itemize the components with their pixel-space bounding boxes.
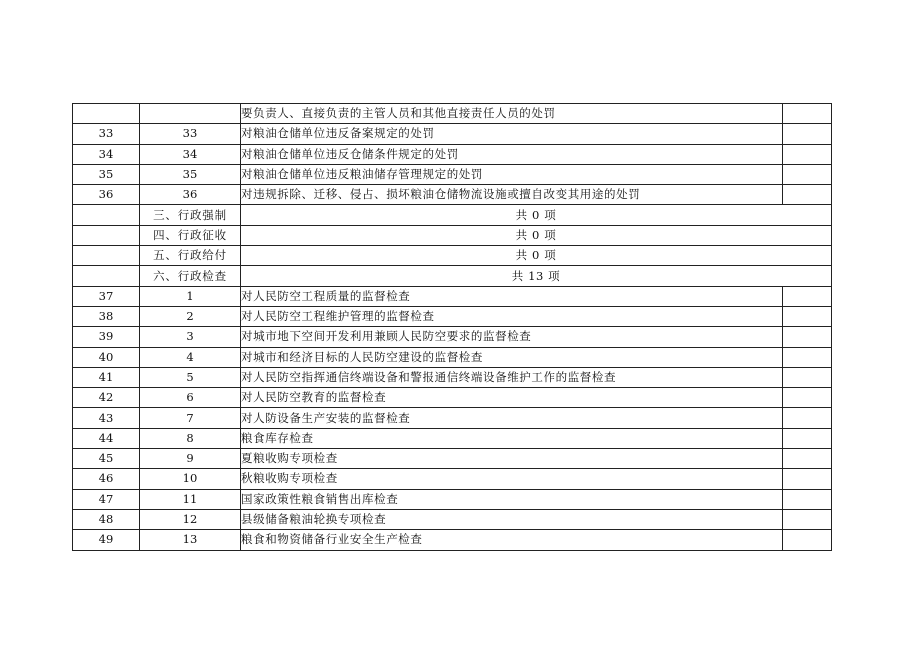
row-remark-cell [783, 347, 832, 367]
row-seq-cell: 36 [73, 185, 140, 205]
row-item-name-cell: 要负责人、直接负责的主管人员和其他直接责任人员的处罚 [241, 104, 783, 124]
row-seq-cell: 40 [73, 347, 140, 367]
table-row [73, 367, 832, 387]
table-row [73, 104, 832, 124]
table-row [73, 388, 832, 408]
category-label-cell: 三、行政强制 [140, 205, 241, 225]
row-item-name-cell: 对人民防空教育的监督检查 [241, 388, 783, 408]
row-sub-seq-cell: 34 [140, 144, 241, 164]
row-item-name-cell: 对违规拆除、迁移、侵占、损坏粮油仓储物流设施或擅自改变其用途的处罚 [241, 185, 783, 205]
row-item-name-cell: 县级储备粮油轮换专项检查 [241, 509, 783, 529]
category-label-cell: 五、行政给付 [140, 246, 241, 266]
row-remark-cell [783, 388, 832, 408]
category-row [73, 225, 832, 245]
row-item-name-cell: 对人民防空工程维护管理的监督检查 [241, 306, 783, 326]
row-seq-cell: 34 [73, 144, 140, 164]
row-item-name-cell: 夏粮收购专项检查 [241, 449, 783, 469]
row-item-name-cell: 国家政策性粮食销售出库检查 [241, 489, 783, 509]
row-seq-cell: 46 [73, 469, 140, 489]
row-sub-seq-cell: 9 [140, 449, 241, 469]
table-row [73, 408, 832, 428]
row-remark-cell [783, 144, 832, 164]
row-seq-cell [73, 266, 140, 286]
row-seq-cell: 42 [73, 388, 140, 408]
row-remark-cell [783, 286, 832, 306]
row-sub-seq-cell: 1 [140, 286, 241, 306]
row-seq-cell: 49 [73, 530, 140, 550]
row-remark-cell [783, 104, 832, 124]
row-remark-cell [783, 530, 832, 550]
row-seq-cell [73, 104, 140, 124]
row-seq-cell: 35 [73, 164, 140, 184]
row-remark-cell [783, 449, 832, 469]
category-total-cell: 共 0 项 [241, 205, 832, 225]
row-seq-cell: 33 [73, 124, 140, 144]
row-sub-seq-cell: 2 [140, 306, 241, 326]
row-remark-cell [783, 469, 832, 489]
table-row [73, 428, 832, 448]
row-sub-seq-cell: 11 [140, 489, 241, 509]
row-seq-cell [73, 246, 140, 266]
table-row [73, 530, 832, 550]
power-list-table [72, 103, 832, 551]
row-seq-cell: 41 [73, 367, 140, 387]
row-sub-seq-cell: 33 [140, 124, 241, 144]
row-sub-seq-cell: 8 [140, 428, 241, 448]
row-item-name-cell: 对人防设备生产安装的监督检查 [241, 408, 783, 428]
row-sub-seq-cell: 7 [140, 408, 241, 428]
row-item-name-cell: 对粮油仓储单位违反备案规定的处罚 [241, 124, 783, 144]
power-list-body [73, 104, 832, 551]
row-remark-cell [783, 428, 832, 448]
row-sub-seq-cell: 3 [140, 327, 241, 347]
row-remark-cell [783, 164, 832, 184]
row-seq-cell: 39 [73, 327, 140, 347]
row-remark-cell [783, 509, 832, 529]
row-remark-cell [783, 306, 832, 326]
row-item-name-cell: 对城市地下空间开发利用兼顾人民防空要求的监督检查 [241, 327, 783, 347]
row-sub-seq-cell: 35 [140, 164, 241, 184]
table-row [73, 347, 832, 367]
category-row [73, 205, 832, 225]
row-remark-cell [783, 489, 832, 509]
row-item-name-cell: 对粮油仓储单位违反仓储条件规定的处罚 [241, 144, 783, 164]
row-seq-cell: 43 [73, 408, 140, 428]
category-label-cell: 六、行政检查 [140, 266, 241, 286]
table-row [73, 124, 832, 144]
table-row [73, 489, 832, 509]
row-seq-cell [73, 225, 140, 245]
row-remark-cell [783, 124, 832, 144]
row-sub-seq-cell: 5 [140, 367, 241, 387]
row-item-name-cell: 对粮油仓储单位违反粮油储存管理规定的处罚 [241, 164, 783, 184]
row-seq-cell [73, 205, 140, 225]
row-seq-cell: 48 [73, 509, 140, 529]
row-sub-seq-cell: 13 [140, 530, 241, 550]
category-total-cell: 共 13 项 [241, 266, 832, 286]
category-row [73, 246, 832, 266]
row-seq-cell: 37 [73, 286, 140, 306]
row-remark-cell [783, 367, 832, 387]
table-row [73, 286, 832, 306]
row-remark-cell [783, 408, 832, 428]
row-item-name-cell: 粮食库存检查 [241, 428, 783, 448]
row-item-name-cell: 对城市和经济目标的人民防空建设的监督检查 [241, 347, 783, 367]
row-seq-cell: 45 [73, 449, 140, 469]
row-seq-cell: 44 [73, 428, 140, 448]
row-remark-cell [783, 327, 832, 347]
table-row [73, 144, 832, 164]
table-row [73, 469, 832, 489]
category-total-cell: 共 0 项 [241, 246, 832, 266]
row-sub-seq-cell: 12 [140, 509, 241, 529]
category-label-cell: 四、行政征收 [140, 225, 241, 245]
row-sub-seq-cell: 6 [140, 388, 241, 408]
category-total-cell: 共 0 项 [241, 225, 832, 245]
row-item-name-cell: 秋粮收购专项检查 [241, 469, 783, 489]
row-item-name-cell: 对人民防空指挥通信终端设备和警报通信终端设备维护工作的监督检查 [241, 367, 783, 387]
row-sub-seq-cell: 4 [140, 347, 241, 367]
table-row [73, 306, 832, 326]
row-remark-cell [783, 185, 832, 205]
row-sub-seq-cell: 10 [140, 469, 241, 489]
row-sub-seq-cell [140, 104, 241, 124]
table-row [73, 509, 832, 529]
row-sub-seq-cell: 36 [140, 185, 241, 205]
row-item-name-cell: 对人民防空工程质量的监督检查 [241, 286, 783, 306]
row-seq-cell: 47 [73, 489, 140, 509]
table-row [73, 164, 832, 184]
row-seq-cell: 38 [73, 306, 140, 326]
table-row [73, 185, 832, 205]
row-item-name-cell: 粮食和物资储备行业安全生产检查 [241, 530, 783, 550]
table-row [73, 449, 832, 469]
category-row [73, 266, 832, 286]
table-row [73, 327, 832, 347]
